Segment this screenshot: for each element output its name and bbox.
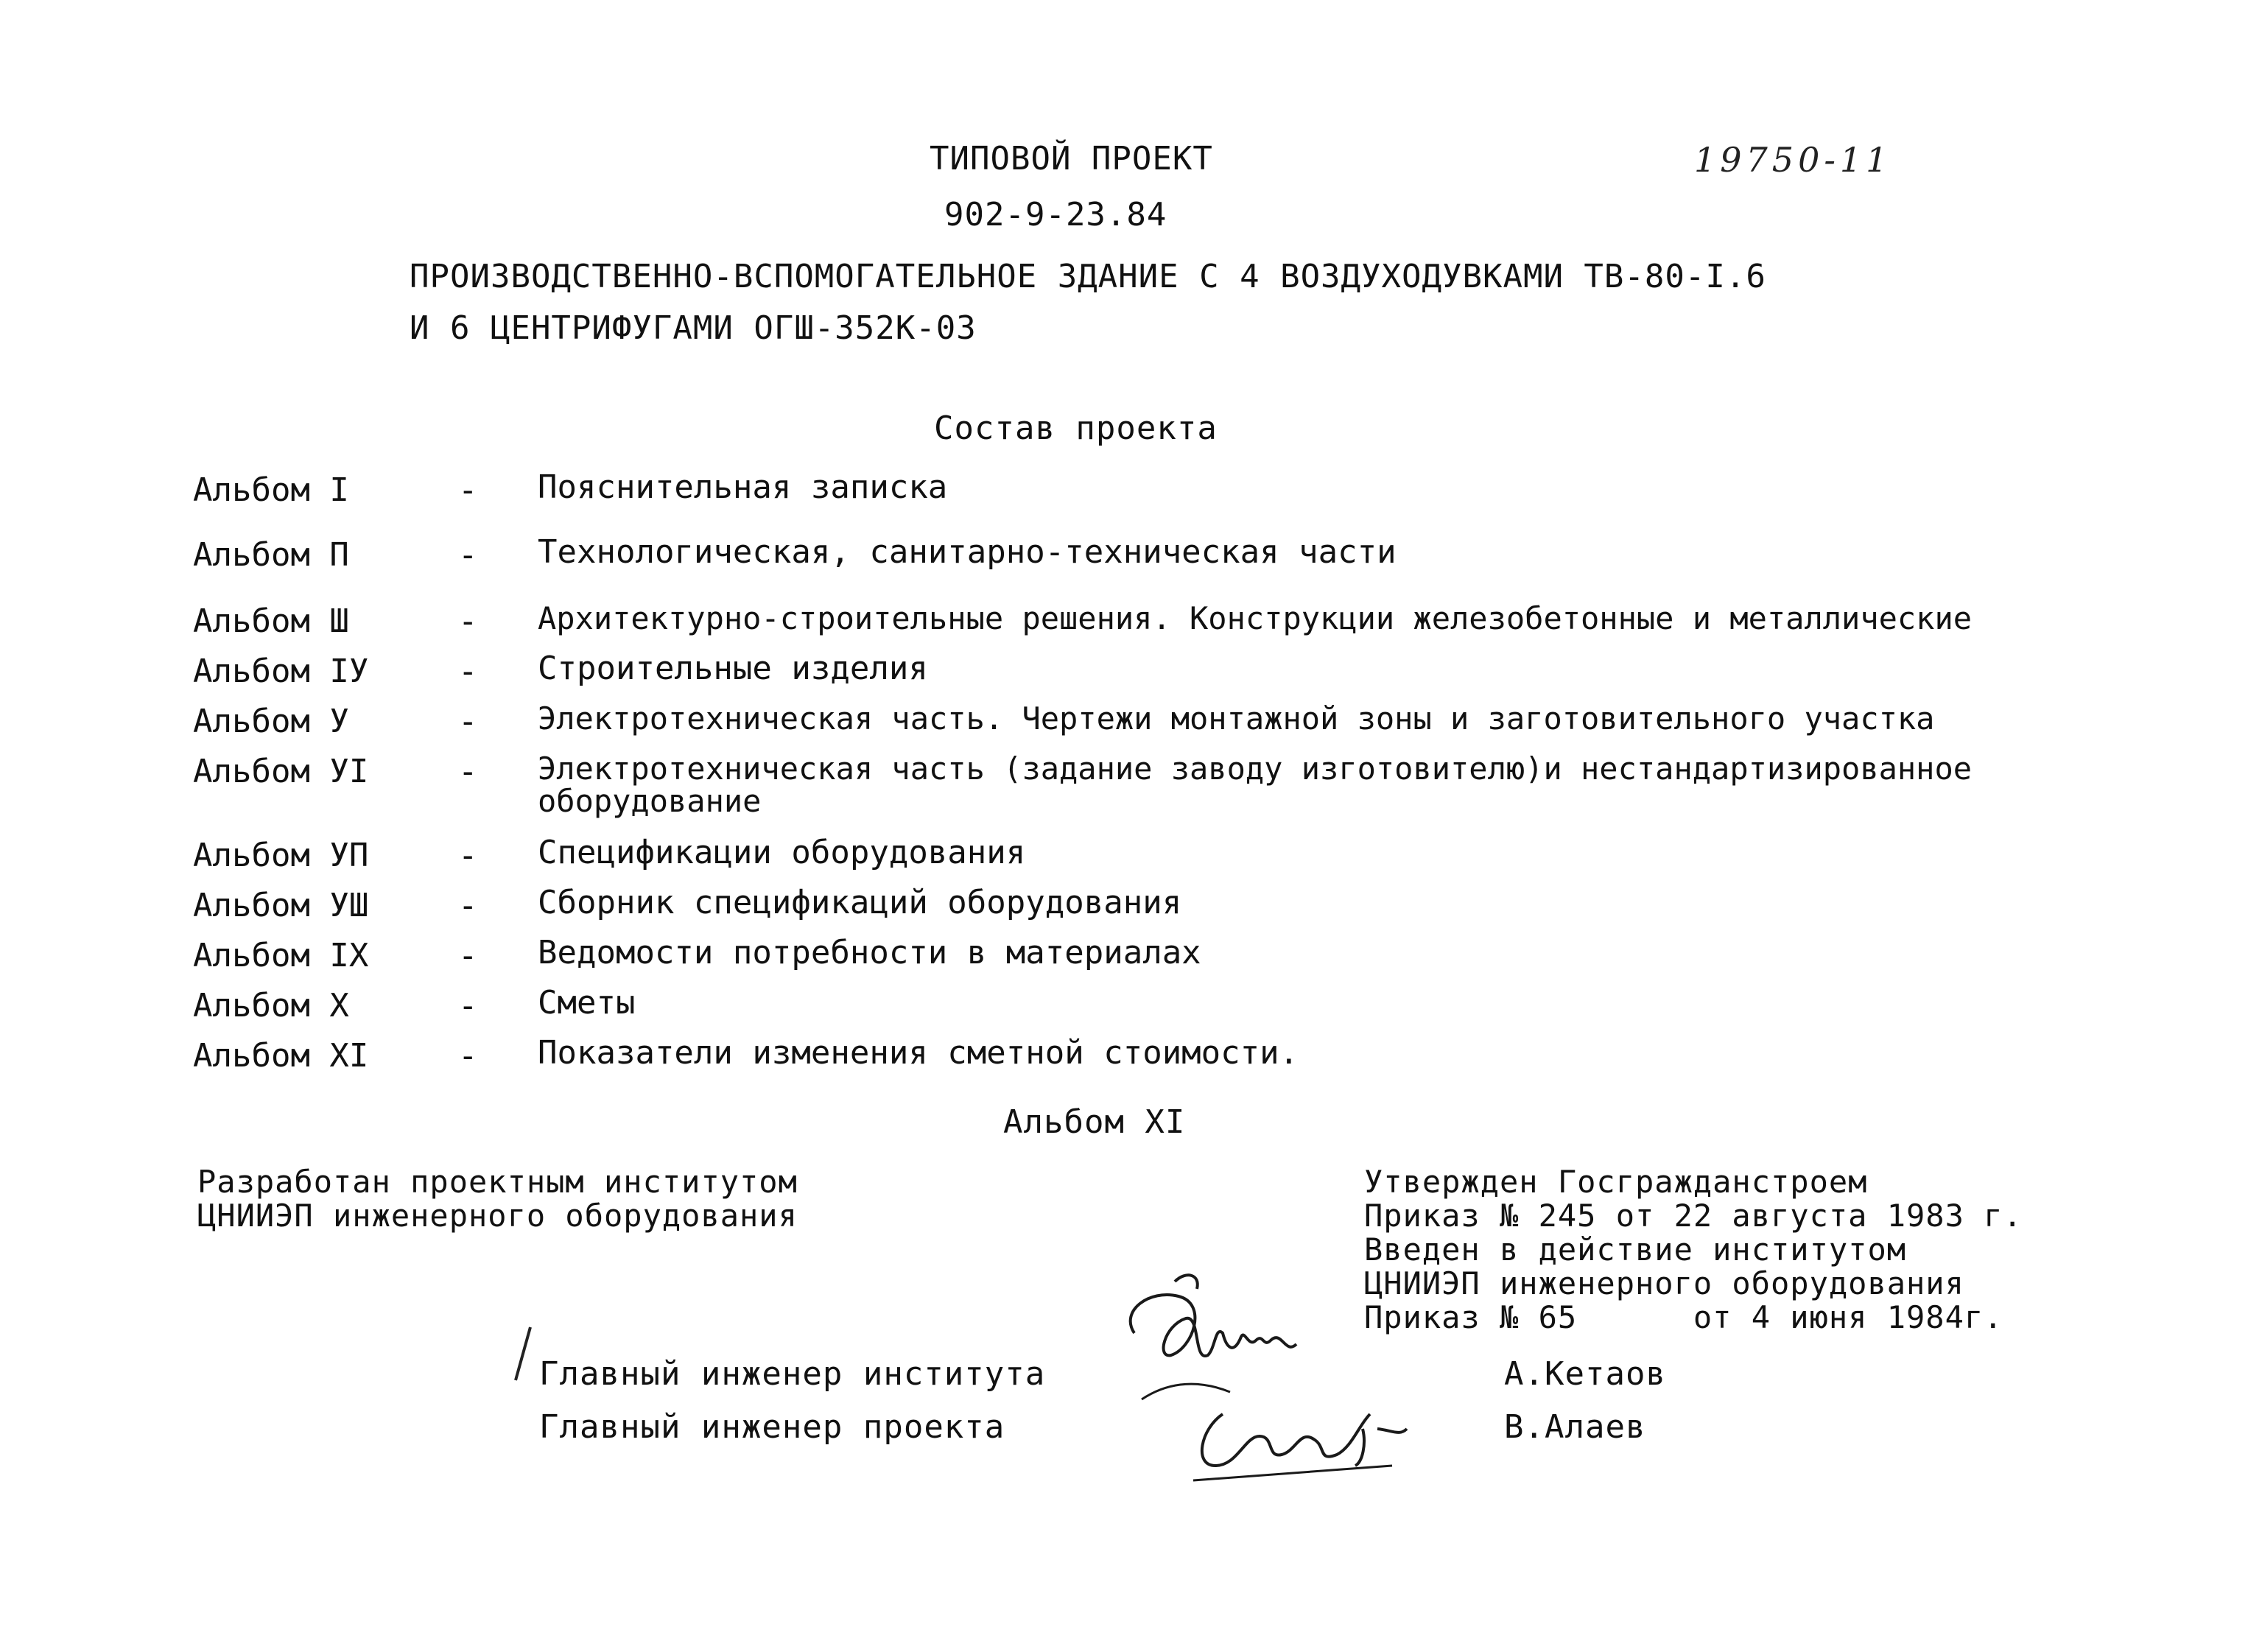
album-label: Альбом П [193,536,349,574]
signature-name-project: В.Алаев [1504,1408,1646,1446]
album-dash: - [458,471,478,509]
approved-line1: Утвержден Госгражданстроем [1364,1164,1868,1200]
album-dash: - [458,602,478,640]
approved-line2: Приказ № 245 от 22 августа 1983 г. [1364,1198,2023,1234]
developed-line2: ЦНИИЭП инженерного оборудования [197,1198,798,1234]
album-description: Спецификации оборудования [538,834,1026,871]
approved-line4: ЦНИИЭП инженерного оборудования [1364,1265,1964,1301]
album-description: Архитектурно-строительные решения. Конструкции железобетонные и металлические [538,600,1973,636]
current-album: Альбом XI [1003,1103,1186,1141]
album-label: Альбом У [193,703,349,740]
album-dash: - [458,653,478,690]
album-dash: - [458,987,478,1024]
album-description: Показатели изменения сметной стоимости. [538,1034,1299,1072]
album-label: Альбом УП [193,837,369,874]
album-label: Альбом IX [193,937,369,974]
pen-mark [508,1326,538,1385]
album-dash: - [458,703,478,740]
approved-line3: Введен в действие институтом [1364,1231,1907,1268]
album-description: Ведомости потребности в материалах [538,934,1201,971]
album-dash: - [458,887,478,924]
signature-role-institute: Главный инженер института [539,1355,1046,1393]
album-dash: - [458,937,478,974]
developed-line1: Разработан проектным институтом [197,1164,798,1200]
album-label: Альбом УI [193,753,369,790]
album-label: Альбом IУ [193,653,369,690]
album-label: Альбом УШ [193,887,369,924]
album-description: Пояснительная записка [538,468,948,506]
album-description: Строительные изделия [538,650,928,687]
album-description: Сборник спецификаций оборудования [538,884,1182,921]
album-dash: - [458,1037,478,1075]
approved-line5: Приказ № 65 от 4 июня 1984г. [1364,1299,2003,1335]
album-label: Альбом X [193,987,349,1024]
album-label: Альбом XI [193,1037,369,1075]
album-dash: - [458,837,478,874]
album-dash: - [458,753,478,790]
handwritten-signature-2 [1179,1385,1422,1488]
album-description: Технологическая, санитарно-техническая части [538,533,1397,571]
album-description: Сметы [538,984,636,1022]
project-title-line2: И 6 ЦЕНТРИФУГАМИ ОГШ-352К-03 [410,309,977,347]
album-label: Альбом Ш [193,602,349,640]
album-label: Альбом I [193,471,349,509]
album-dash: - [458,536,478,574]
album-description: Электротехническая часть (задание заводу изготовителю)и нестандартизированное оборудование [538,751,1973,819]
project-number: 902-9-23.84 [944,196,1167,233]
project-type: ТИПОВОЙ ПРОЕКТ [930,140,1213,177]
signature-role-project: Главный инженер проекта [539,1408,1005,1446]
project-title-line1: ПРОИЗВОДСТВЕННО-ВСПОМОГАТЕЛЬНОЕ ЗДАНИЕ С 4 ВОЗДУХОДУВКАМИ ТВ-80-I.6 [410,258,1766,295]
handwritten-code: 19750-11 [1694,140,1892,180]
composition-heading: Состав проекта [934,410,1218,447]
album-description: Электротехническая часть. Чертежи монтажной зоны и заготовительного участка [538,700,1935,737]
signature-name-institute: А.Кетаов [1504,1355,1666,1393]
